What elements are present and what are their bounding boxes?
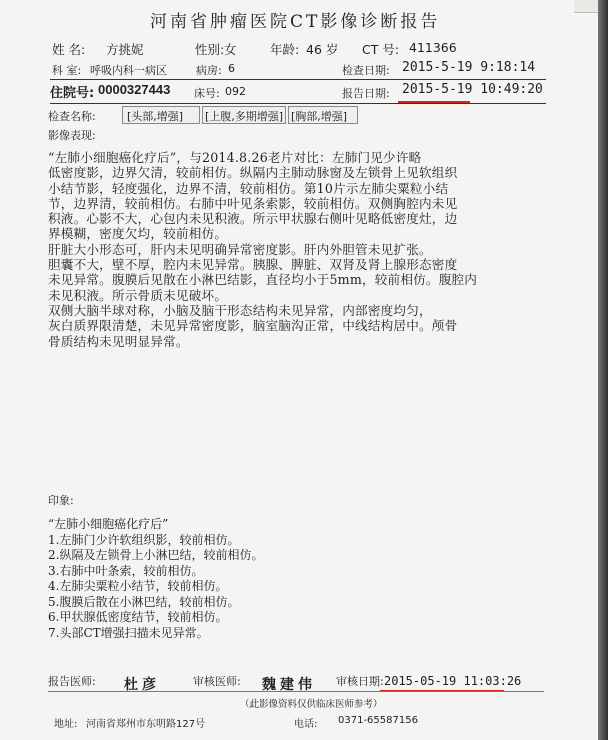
footer-divider xyxy=(48,691,544,692)
impression-item: 4.左肺尖粟粒小结节，较前相仿。 xyxy=(48,579,228,593)
impression-item: 2.纵隔及左锁骨上小淋巴结，较前相仿。 xyxy=(48,548,264,562)
ct-number: 411366 xyxy=(409,40,457,55)
reporter-signature: 杜彦 xyxy=(124,677,160,693)
exam-date-label: 检查日期: xyxy=(342,64,390,77)
exam-item-abdomen: [上腹,多期增强] xyxy=(202,106,286,124)
reviewer-signature: 魏建伟 xyxy=(262,677,316,693)
impression-item: 1.左肺门少许软组织影，较前相仿。 xyxy=(48,532,240,547)
reporter-label: 报告医师: xyxy=(48,675,96,688)
ct-label: CT 号: xyxy=(362,42,400,57)
report-title: 河南省肿瘤医院CT影像诊断报告 xyxy=(150,12,441,32)
patient-age: 46 岁 xyxy=(306,42,339,57)
bed-number: 092 xyxy=(225,85,246,98)
header-divider-bottom xyxy=(50,103,546,104)
header-divider-top xyxy=(50,79,546,80)
review-date-label: 审核日期: xyxy=(336,675,384,688)
patient-gender: 女 xyxy=(224,42,237,57)
dept-label: 科 室: xyxy=(52,64,82,77)
department: 呼吸内科一病区 xyxy=(90,64,167,77)
patient-name: 方挑妮 xyxy=(106,42,144,57)
review-date: 2015-05-19 11:03:26 xyxy=(384,674,522,688)
ward-label: 病房: xyxy=(196,64,222,77)
age-label: 年龄: xyxy=(270,42,300,57)
reviewer-label: 审核医师: xyxy=(193,675,241,688)
name-label: 姓 名: xyxy=(52,42,86,57)
paper-corner-fold xyxy=(574,0,598,13)
findings-paragraph-abdomen: 肝脏大小形态可，肝内未见明确异常密度影。肝内外胆管未见扩张。 胆囊不大，壁不厚，腔内未见异常。胰腺、脾脏、双肾及肾上腺形态密度 未见异常。腹膜后见散在小淋巴结影，直径均小于5mm，较前相仿。腹腔内 未见积液。所示骨质未见破坏。 xyxy=(48,241,478,303)
impression-item: 5.腹膜后散在小淋巴结，较前相仿。 xyxy=(48,594,240,609)
disclaimer: （此影像资料仅供临床医师参考） xyxy=(240,699,383,710)
impression-item: 3.右肺中叶条索，较前相仿。 xyxy=(48,563,204,578)
impression-label: 印象: xyxy=(48,494,74,507)
impression-list xyxy=(48,517,263,641)
inpatient-label: 住院号: xyxy=(50,86,95,101)
impression-title: “左肺小细胞癌化疗后” xyxy=(48,517,169,531)
findings-text xyxy=(48,150,568,349)
exam-name-label: 检查名称: xyxy=(48,110,96,123)
exam-date: 2015-5-19 9:18:14 xyxy=(402,60,536,75)
gender-label: 性别: xyxy=(195,42,225,57)
findings-label: 影像表现: xyxy=(48,129,96,142)
address: 河南省郑州市东明路127号 xyxy=(86,719,206,730)
report-date-label: 报告日期: xyxy=(342,87,390,100)
exam-item-chest: [胸部,增强] xyxy=(288,106,358,124)
phone: 0371-65587156 xyxy=(338,715,418,726)
ward: 6 xyxy=(228,62,235,75)
address-label: 地址: xyxy=(54,719,78,730)
impression-item: 6.甲状腺低密度结节，较前相仿。 xyxy=(48,610,228,624)
report-date: 2015-5-19 10:49:20 xyxy=(402,82,543,97)
bed-label: 床号: xyxy=(194,87,220,100)
phone-label: 电话: xyxy=(294,719,318,730)
inpatient-number: 0000327443 xyxy=(98,82,171,97)
findings-paragraph-chest: “左肺小细胞癌化疗后”，与2014.8.26老片对比：左肺门见少许略 低密度影，边界欠清，较前相仿。纵隔内主肺动脉窗及左锁骨上见软组织 小结节影，轻度强化，边界不清，较前相仿。第10片示左肺尖粟粒小结 节，边界清，较前相仿。右肺中叶见条索影，较前相仿。双侧胸腔内未见 积液。心影不大，心包内未见积液。所示甲状腺右侧叶见略低密度灶，边 界模糊，密度欠均，较前相仿。 xyxy=(48,150,458,242)
findings-paragraph-head: 双侧大脑半球对称，小脑及脑干形态结构未见异常，内部密度均匀， 灰白质界限清楚，未见异常密度影，脑室脑沟正常，中线结构居中。颅骨 骨质结构未见明显异常。 xyxy=(48,302,458,349)
exam-item-head: [头部,增强] xyxy=(122,106,200,124)
background-edge xyxy=(598,0,608,740)
impression-item: 7.头部CT增强扫描未见异常。 xyxy=(48,625,209,640)
